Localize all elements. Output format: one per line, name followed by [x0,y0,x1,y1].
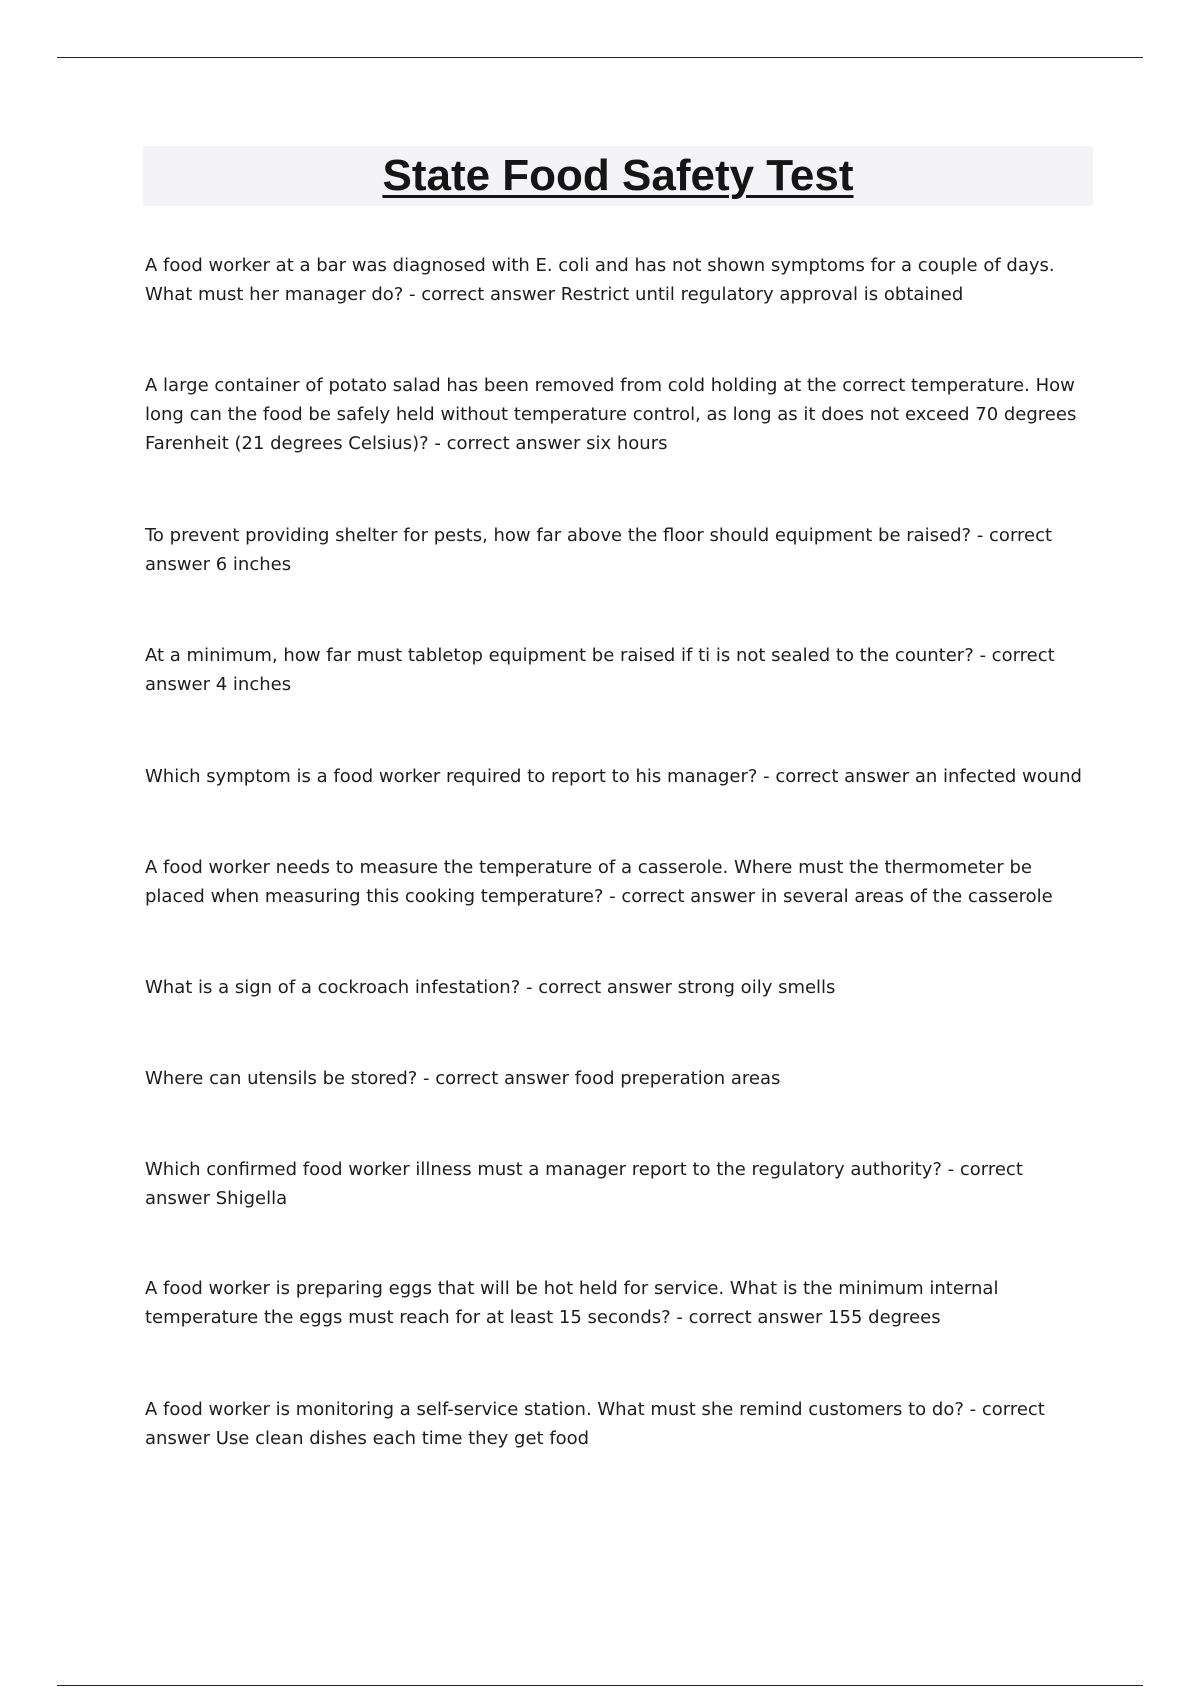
bottom-rule [57,1685,1143,1686]
title-band [143,146,1093,206]
qa-item-4: At a minimum, how far must tabletop equipment be raised if ti is not sealed to the counter? - correct answer 4 inches [145,645,1055,695]
qa-item-8: Where can utensils be stored? - correct answer food preperation areas [145,1068,781,1089]
qa-item-2: A large container of potato salad has been removed from cold holding at the correct temperature. How long can the food be safely held without temperature control, as long as it does not exceed 70 degrees Farenheit (21 degrees Celsius)? - correct answer six hours [145,375,1077,454]
qa-item-6: A food worker needs to measure the temperature of a casserole. Where must the thermometer be placed when measuring this cooking temperature? - correct answer in several areas of the casserole [145,857,1053,907]
qa-item-7: What is a sign of a cockroach infestation? - correct answer strong oily smells [145,977,836,998]
top-rule [57,57,1143,58]
qa-item-10: A food worker is preparing eggs that will be hot held for service. What is the minimum internal temperature the eggs must reach for at least 15 seconds? - correct answer 155 degrees [145,1278,999,1328]
qa-item-11: A food worker is monitoring a self-service station. What must she remind customers to do? - correct answer Use clean dishes each time they get food [145,1399,1045,1449]
qa-item-1: A food worker at a bar was diagnosed with E. coli and has not shown symptoms for a couple of days. What must her manager do? - correct answer Restrict until regulatory approval is obtained [145,255,1055,305]
qa-item-5: Which symptom is a food worker required to report to his manager? - correct answer an infected wound [145,766,1082,787]
qa-item-3: To prevent providing shelter for pests, how far above the floor should equipment be raised? - correct answer 6 inches [145,525,1053,575]
page-title: State Food Safety Test [382,151,854,200]
qa-item-9: Which confirmed food worker illness must a manager report to the regulatory authority? - correct answer Shigella [145,1159,1023,1209]
